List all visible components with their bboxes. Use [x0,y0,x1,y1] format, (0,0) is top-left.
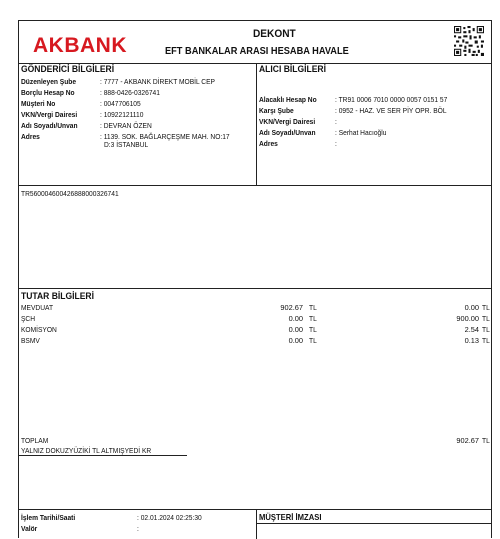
amount-row-cur2: TL [482,325,490,334]
amount-row-label: KOMİSYON [21,325,57,334]
bank-logo: AKBANK [33,34,127,57]
amount-row-cur1: TL [309,325,317,334]
amount-row-col1: 0.00 [288,325,303,334]
amount-row-col2: 2.54 [464,325,479,334]
amount-in-words: YALNIZ DOKUZYÜZİKİ TL ALTMIŞYEDİ KR [21,446,152,455]
receiver-value-account: : TR91 0006 7010 0000 0057 0151 57 [335,95,448,104]
receiver-label-tax: VKN/Vergi Dairesi [259,117,316,126]
total-value: 902.67 [456,436,479,445]
sender-value-tax: : 10922121110 [100,110,144,119]
amount-row-cur1: TL [309,314,317,323]
amount-row-col1: 0.00 [288,314,303,323]
doc-type: DEKONT [253,28,296,40]
transaction-description: TR560004600426888000326741 [21,189,119,198]
doc-title: EFT BANKALAR ARASI HESABA HAVALE [165,45,349,57]
amount-row-label: ŞCH [21,314,36,323]
receiver-label-branch: Karşı Şube [259,106,294,115]
receiver-value-tax: : [335,117,337,126]
amount-row-cur2: TL [482,303,490,312]
receiver-label-account: Alacaklı Hesap No [259,95,317,104]
amount-row-col2: 0.13 [464,336,479,345]
receipt-page [18,20,492,538]
amount-row-cur1: TL [309,336,317,345]
amount-row-col1: 902.67 [280,303,303,312]
datetime-label: İşlem Tarihi/Saati [21,513,76,522]
sender-value-address-line2: D:3 İSTANBUL [104,140,149,149]
sender-label-account: Borçlu Hesap No [21,88,75,97]
qr-code-icon [454,26,484,56]
sender-label-branch: Düzenleyen Şube [21,77,77,86]
sender-value-address: : 1139. SOK. BAĞLARÇEŞME MAH. NO:17 [100,132,230,141]
amount-row-cur1: TL [309,303,317,312]
amount-row-col2: 0.00 [464,303,479,312]
amount-row-col2: 900.00 [456,314,479,323]
amount-row-cur2: TL [482,314,490,323]
receiver-value-address: : [335,139,337,148]
signature-title: MÜŞTERİ İMZASI [259,512,322,522]
total-currency: TL [482,436,490,445]
total-label: TOPLAM [21,436,49,445]
amount-row-col1: 0.00 [288,336,303,345]
sender-value-branch: : 7777 - AKBANK DİREKT MOBİL CEP [100,77,215,86]
receiver-value-name: : Serhat Hacıoğlu [335,128,387,137]
valor-label: Valör [21,524,38,533]
amount-row-label: MEVDUAT [21,303,54,312]
sender-value-name: : DEVRAN ÖZEN [100,121,152,130]
receiver-value-branch: : 0952 - HAZ. VE SER PİY OPR. BÖL [335,106,447,115]
receiver-label-name: Adı Soyadı/Unvan [259,128,316,137]
valor-value: : [137,524,139,533]
sender-label-customer-no: Müşteri No [21,99,56,108]
sender-value-account: : 888-0426-0326741 [100,88,160,97]
sender-label-address: Adres [21,132,40,141]
datetime-value: : 02.01.2024 02:25:30 [137,513,202,522]
amounts-title: TUTAR BİLGİLERİ [21,291,94,302]
sender-value-customer-no: : 0047706105 [100,99,141,108]
receiver-label-address: Adres [259,139,278,148]
sender-title: GÖNDERİCİ BİLGİLERİ [21,64,115,75]
amount-row-label: BSMV [21,336,40,345]
sender-label-name: Adı Soyadı/Unvan [21,121,78,130]
amount-row-cur2: TL [482,336,490,345]
receiver-title: ALICI BİLGİLERİ [259,64,326,75]
sender-label-tax: VKN/Vergi Dairesi [21,110,78,119]
